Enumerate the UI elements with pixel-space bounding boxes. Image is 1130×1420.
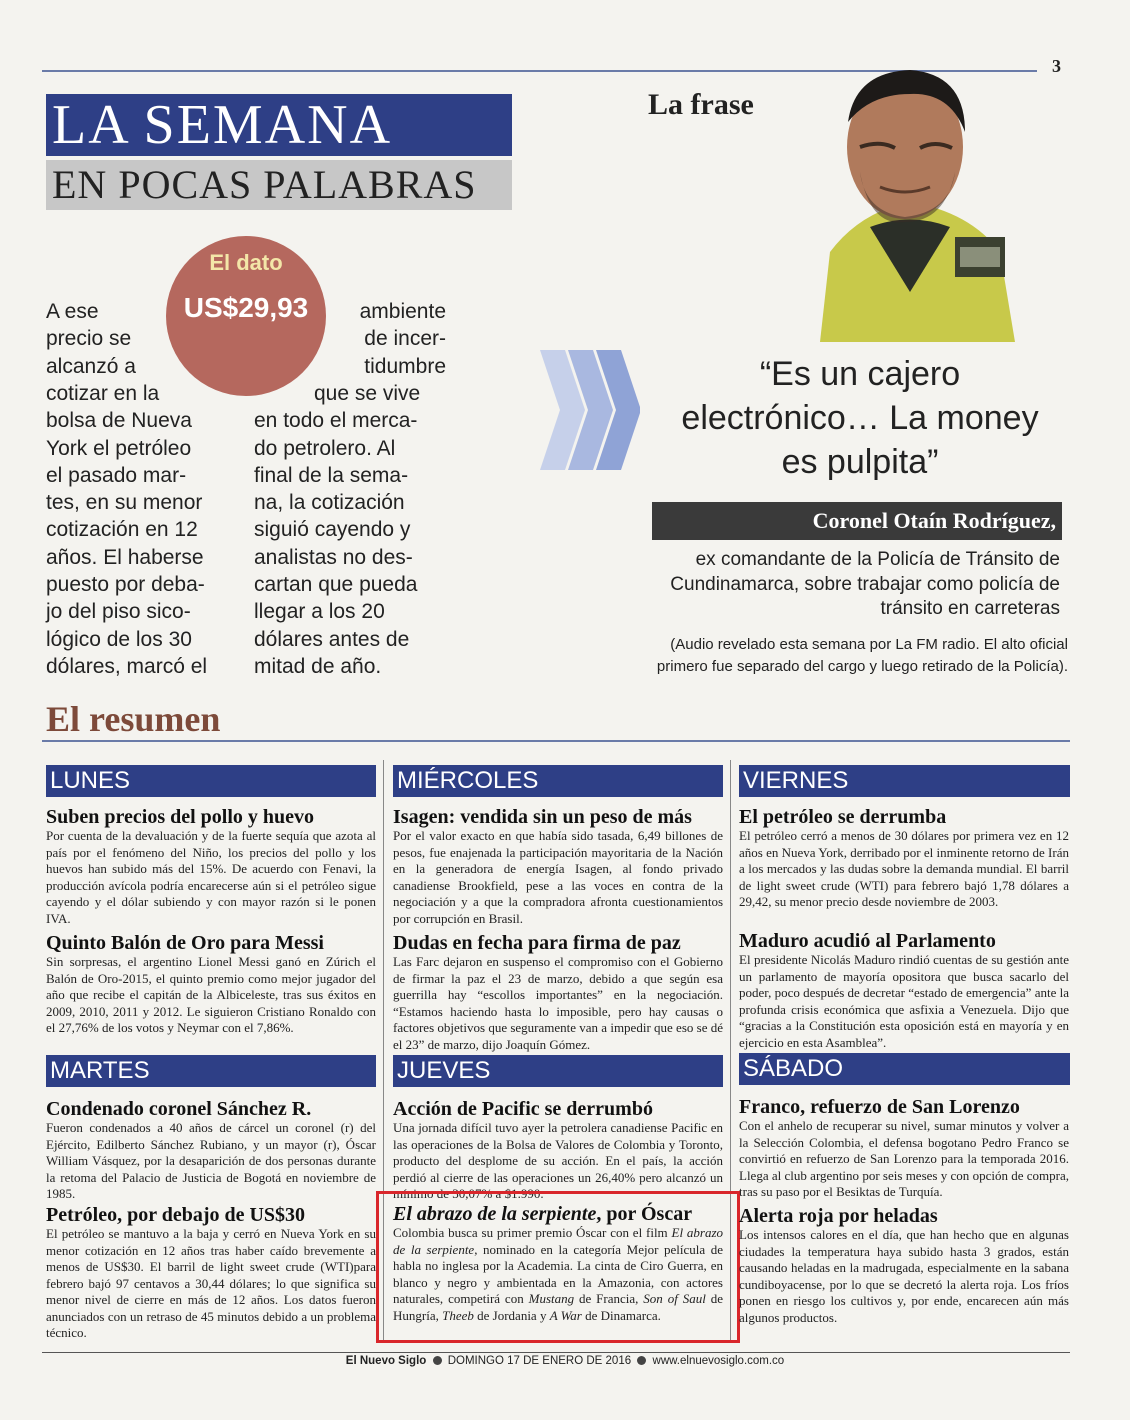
article-jueves-1 — [393, 1098, 723, 1203]
text-line: analistas no des- — [254, 545, 413, 569]
text-line: tidumbre — [364, 354, 446, 378]
dato-text-right — [254, 380, 444, 680]
officer-photo — [800, 52, 1020, 342]
text-line: cartan que pueda — [254, 573, 418, 597]
text-line: bolsa de Nueva — [46, 409, 192, 433]
resumen-title: El resumen — [46, 699, 221, 739]
article-body: Por cuenta de la devaluación y de la fuerte sequía que azota al país por el fenómeno del Niño, los precios del pollo y los huevos han subido más del 15%. De acuerdo con Fenavi, la producción avícola podría encarecerse aún si el petróleo sigue cayendo y el dólar subiendo y con mayor razón si le ponen IVA. — [46, 828, 376, 926]
masthead-title: LA SEMANA — [46, 94, 512, 156]
article-headline — [393, 1203, 723, 1225]
article-headline: Condenado coronel Sánchez R. — [46, 1098, 312, 1120]
body-part: de Dinamarca. — [581, 1307, 661, 1323]
chevron-arrows-icon — [530, 350, 640, 470]
text-line: años. El haberse — [46, 545, 204, 569]
article-headline: Petróleo, por debajo de US$30 — [46, 1204, 306, 1226]
text-line: llegar a los 20 — [254, 600, 385, 624]
text-line: mitad de año. — [254, 654, 382, 678]
text-line: tes, en su menor — [46, 491, 203, 515]
resumen-rule — [42, 740, 1070, 742]
body-italic: Son of Saul — [643, 1291, 706, 1306]
text-line: York el petróleo — [46, 436, 192, 460]
body-italic: A War — [549, 1307, 582, 1323]
day-header-jueves: JUEVES — [393, 1055, 723, 1087]
text-line: cotización en 12 — [46, 518, 198, 542]
dato-text-right-top — [346, 298, 446, 380]
quote-note: (Audio revelado esta semana por La FM radio. El alto oficial primero fue separado del cargo y luego retirado de la Policía). — [656, 636, 1068, 675]
footer-site: www.elnuevosiglo.com.co — [652, 1355, 785, 1367]
day-header-martes: MARTES — [46, 1055, 376, 1087]
body-part: Colombia busca su primer premio Óscar con el film — [393, 1225, 672, 1240]
text-line: final de la sema- — [254, 463, 409, 487]
text-line: de incer- — [364, 327, 446, 351]
article-miercoles-1 — [393, 806, 723, 927]
article-headline: Alerta roja por heladas — [739, 1205, 938, 1227]
text-line: na, la cotización — [254, 491, 405, 515]
masthead-subtitle: EN POCAS PALABRAS — [46, 160, 512, 210]
text-line: precio se — [46, 327, 132, 351]
article-body: El presidente Nicolás Maduro rindió cuentas de su gestión ante un parlamento de mayoría opositora que busca sacarlo del poder, poco después de decretar “estado de emergencia” ante la profunda crisis económica que asfixia a Venezuela. Dijo que “gracias a la Constitución esta oposición está en mayoría y en ejercicio en esta Asamblea”. — [739, 952, 1069, 1050]
day-header-lunes: LUNES — [46, 765, 376, 797]
dato-value: US$29,93 — [183, 292, 309, 323]
article-lunes-1 — [46, 806, 376, 927]
article-headline: Quinto Balón de Oro para Messi — [46, 932, 324, 954]
article-headline: Dudas en fecha para firma de paz — [393, 932, 681, 954]
article-headline: Acción de Pacific se derrumbó — [393, 1098, 653, 1120]
article-body: Los intensos calores en el día, que han hecho que en algunas ciudades la temperatura haya subido hasta 3 grados, están causando heladas en la madrugada, especialmente en la sabana cundiboyacense, por lo que se decretó la alerta roja. Los fríos ponen en riesgo los cultivos y, por ende, encarecen aún más algunos productos. — [739, 1227, 1069, 1325]
body-italic: Mustang — [528, 1291, 575, 1306]
body-part: de Francia, — [574, 1291, 644, 1306]
dato-label: El dato — [209, 250, 283, 275]
article-martes-1 — [46, 1098, 376, 1203]
article-viernes-2 — [739, 930, 1069, 1051]
day-header-sabado: SÁBADO — [739, 1053, 1070, 1085]
body-part: de Hungría, — [393, 1291, 723, 1323]
text-line: puesto por deba- — [46, 573, 205, 597]
quote-author-description: ex comandante de la Policía de Tránsito de Cundinamarca, sobre trabajar como policía de tránsito en carreteras — [670, 549, 1060, 619]
page-footer — [0, 1354, 1130, 1368]
body-part: , nominado en la categoría Mejor película de habla no inglesa por la Academia. La cinta de Ciro Guerra, en blanco y negro y ambientada en la Amazonia, con actores naturales, competirá con — [393, 1241, 723, 1306]
day-header-miercoles: MIÉRCOLES — [393, 765, 723, 797]
article-lunes-2 — [46, 932, 376, 1037]
article-body: Con el anhelo de recuperar su nivel, sumar minutos y volver a la Selección Colombia, el defensa bogotano Pedro Franco se convirtió en refuerzo de San Lorenzo para la temporada 2016. Llega al club argentino por seis meses y con opción de compra, tras su paso por el Besiktas de Turquía. — [739, 1118, 1069, 1199]
page-number: 3 — [1052, 56, 1061, 76]
text-line: dólares, marcó el — [46, 654, 208, 678]
text-line: dólares antes de — [254, 627, 410, 651]
quote-text: “Es un cajero electrónico… La money es pulpita” — [681, 355, 1039, 481]
article-body: El petróleo cerró a menos de 30 dólares por primera vez en 12 años en Nueva York, derribado por el inminente retorno de Irán a los mercados y las dudas sobre la demanda mundial. El barril de light sweet crude (WTI) para febrero bajó 1,78 dólares a 29,42, su menor precio desde noviembre de 2003. — [739, 828, 1069, 909]
bullet-icon — [433, 1356, 442, 1365]
article-headline: Isagen: vendida sin un peso de más — [393, 806, 692, 828]
article-body: El petróleo se mantuvo a la baja y cerró en Nueva York en su menor cotización en 12 años tras haber caído brevemente a menos de US$30. El barril de light sweet crude (WTI)para febrero bajó 97 centavos a 30,44 dólares; lo que significa su menor nivel de cierre en más de 12 años. Los datos fueron anunciados con un retraso de 45 minutos debido a un problema técnico. — [46, 1226, 376, 1340]
text-line: cotizar en la — [46, 382, 160, 405]
article-martes-2 — [46, 1204, 376, 1342]
text-line: el pasado mar- — [46, 463, 187, 487]
text-line: ambiente — [359, 300, 446, 323]
body-part: de Jordania y — [473, 1307, 550, 1323]
article-miercoles-2 — [393, 932, 723, 1053]
dato-text-left — [46, 380, 236, 680]
bullet-icon — [637, 1356, 646, 1365]
dato-text-left-top — [46, 298, 166, 380]
article-jueves-2 — [393, 1203, 723, 1324]
text-line: A ese — [46, 300, 99, 323]
article-body — [393, 1225, 723, 1324]
article-headline: El petróleo se derrumba — [739, 806, 947, 828]
article-viernes-1 — [739, 806, 1069, 911]
article-body: Fueron condenados a 40 años de cárcel un coronel (r) del Ejército, Edilberto Sánchez Rubiano, y un mayor (r), Óscar William Vásquez, por la desaparición de dos personas durante la retoma del Palacio de Justicia de Bogotá en noviembre de 1985. — [46, 1120, 376, 1201]
article-body: Sin sorpresas, el argentino Lionel Messi ganó en Zúrich el Balón de Oro-2015, el quinto premio como mejor jugador del año que recibe el capitán de la Albiceleste, tras sus éxitos en 2009, 2010, 2011 y 2012. Le siguieron Cristiano Ronaldo con el 27,76% de los votos y Neymar con el 7,86%. — [46, 954, 376, 1035]
footer-brand: El Nuevo Siglo — [345, 1355, 427, 1367]
frase-label: La frase — [648, 88, 754, 121]
text-line: siguió cayendo y — [254, 518, 411, 542]
article-headline-italic: El abrazo de la serpiente — [393, 1203, 597, 1225]
text-line: lógico de los 30 — [46, 627, 192, 651]
article-body: Por el valor exacto en que había sido tasada, 6,49 billones de pesos, fue enajenada la participación mayoritaria de la Nación en la generadora de energía Isagen, al fondo privado canadiense Brookfield, pese a las voces en contra de la negociación y a que la compradora afronta cuestionamientos por corrupción en Brasil. — [393, 828, 723, 926]
text-line: jo del piso sico- — [46, 600, 191, 624]
article-body: Las Farc dejaron en suspenso el compromiso con el Gobierno de firmar la paz el 23 de marzo, debido a que según esa guerrilla hay “escollos importantes” en la negociación. “Estamos haciendo hasta lo imposible, pero hay causas o factores objetivos que seguramente van a impedir que eso se dé el 23” de marzo, dijo Joaquín Gómez. — [393, 954, 723, 1052]
body-italic: Theeb — [442, 1307, 474, 1323]
article-headline: Suben precios del pollo y huevo — [46, 806, 315, 828]
article-headline-rest: , por Óscar — [596, 1203, 693, 1225]
article-body: Una jornada difícil tuvo ayer la petrolera canadiense Pacific en las operaciones de la Bolsa de Valores de Colombia y Toronto, producto del desplome de su acción. En el país, la acción perdió al cierre de las operaciones un 26,40% pero alcanzó un mínimo de 30,07% a $1.990. — [393, 1120, 723, 1201]
text-line: do petrolero. Al — [254, 436, 396, 460]
quote-author: Coronel Otaín Rodríguez, — [652, 502, 1062, 540]
footer-rule — [42, 1352, 1070, 1353]
article-headline: Franco, refuerzo de San Lorenzo — [739, 1096, 1020, 1118]
text-line: que se vive — [314, 382, 421, 405]
article-sabado-1 — [739, 1096, 1069, 1201]
article-headline: Maduro acudió al Parlamento — [739, 930, 996, 952]
footer-date: DOMINGO 17 DE ENERO DE 2016 — [447, 1355, 632, 1367]
day-header-viernes: VIERNES — [739, 765, 1070, 797]
article-sabado-2 — [739, 1205, 1069, 1326]
text-line: alcanzó a — [46, 354, 136, 378]
text-line: en todo el merca- — [254, 409, 418, 433]
body-italic: El abrazo de la serpiente — [393, 1225, 723, 1257]
